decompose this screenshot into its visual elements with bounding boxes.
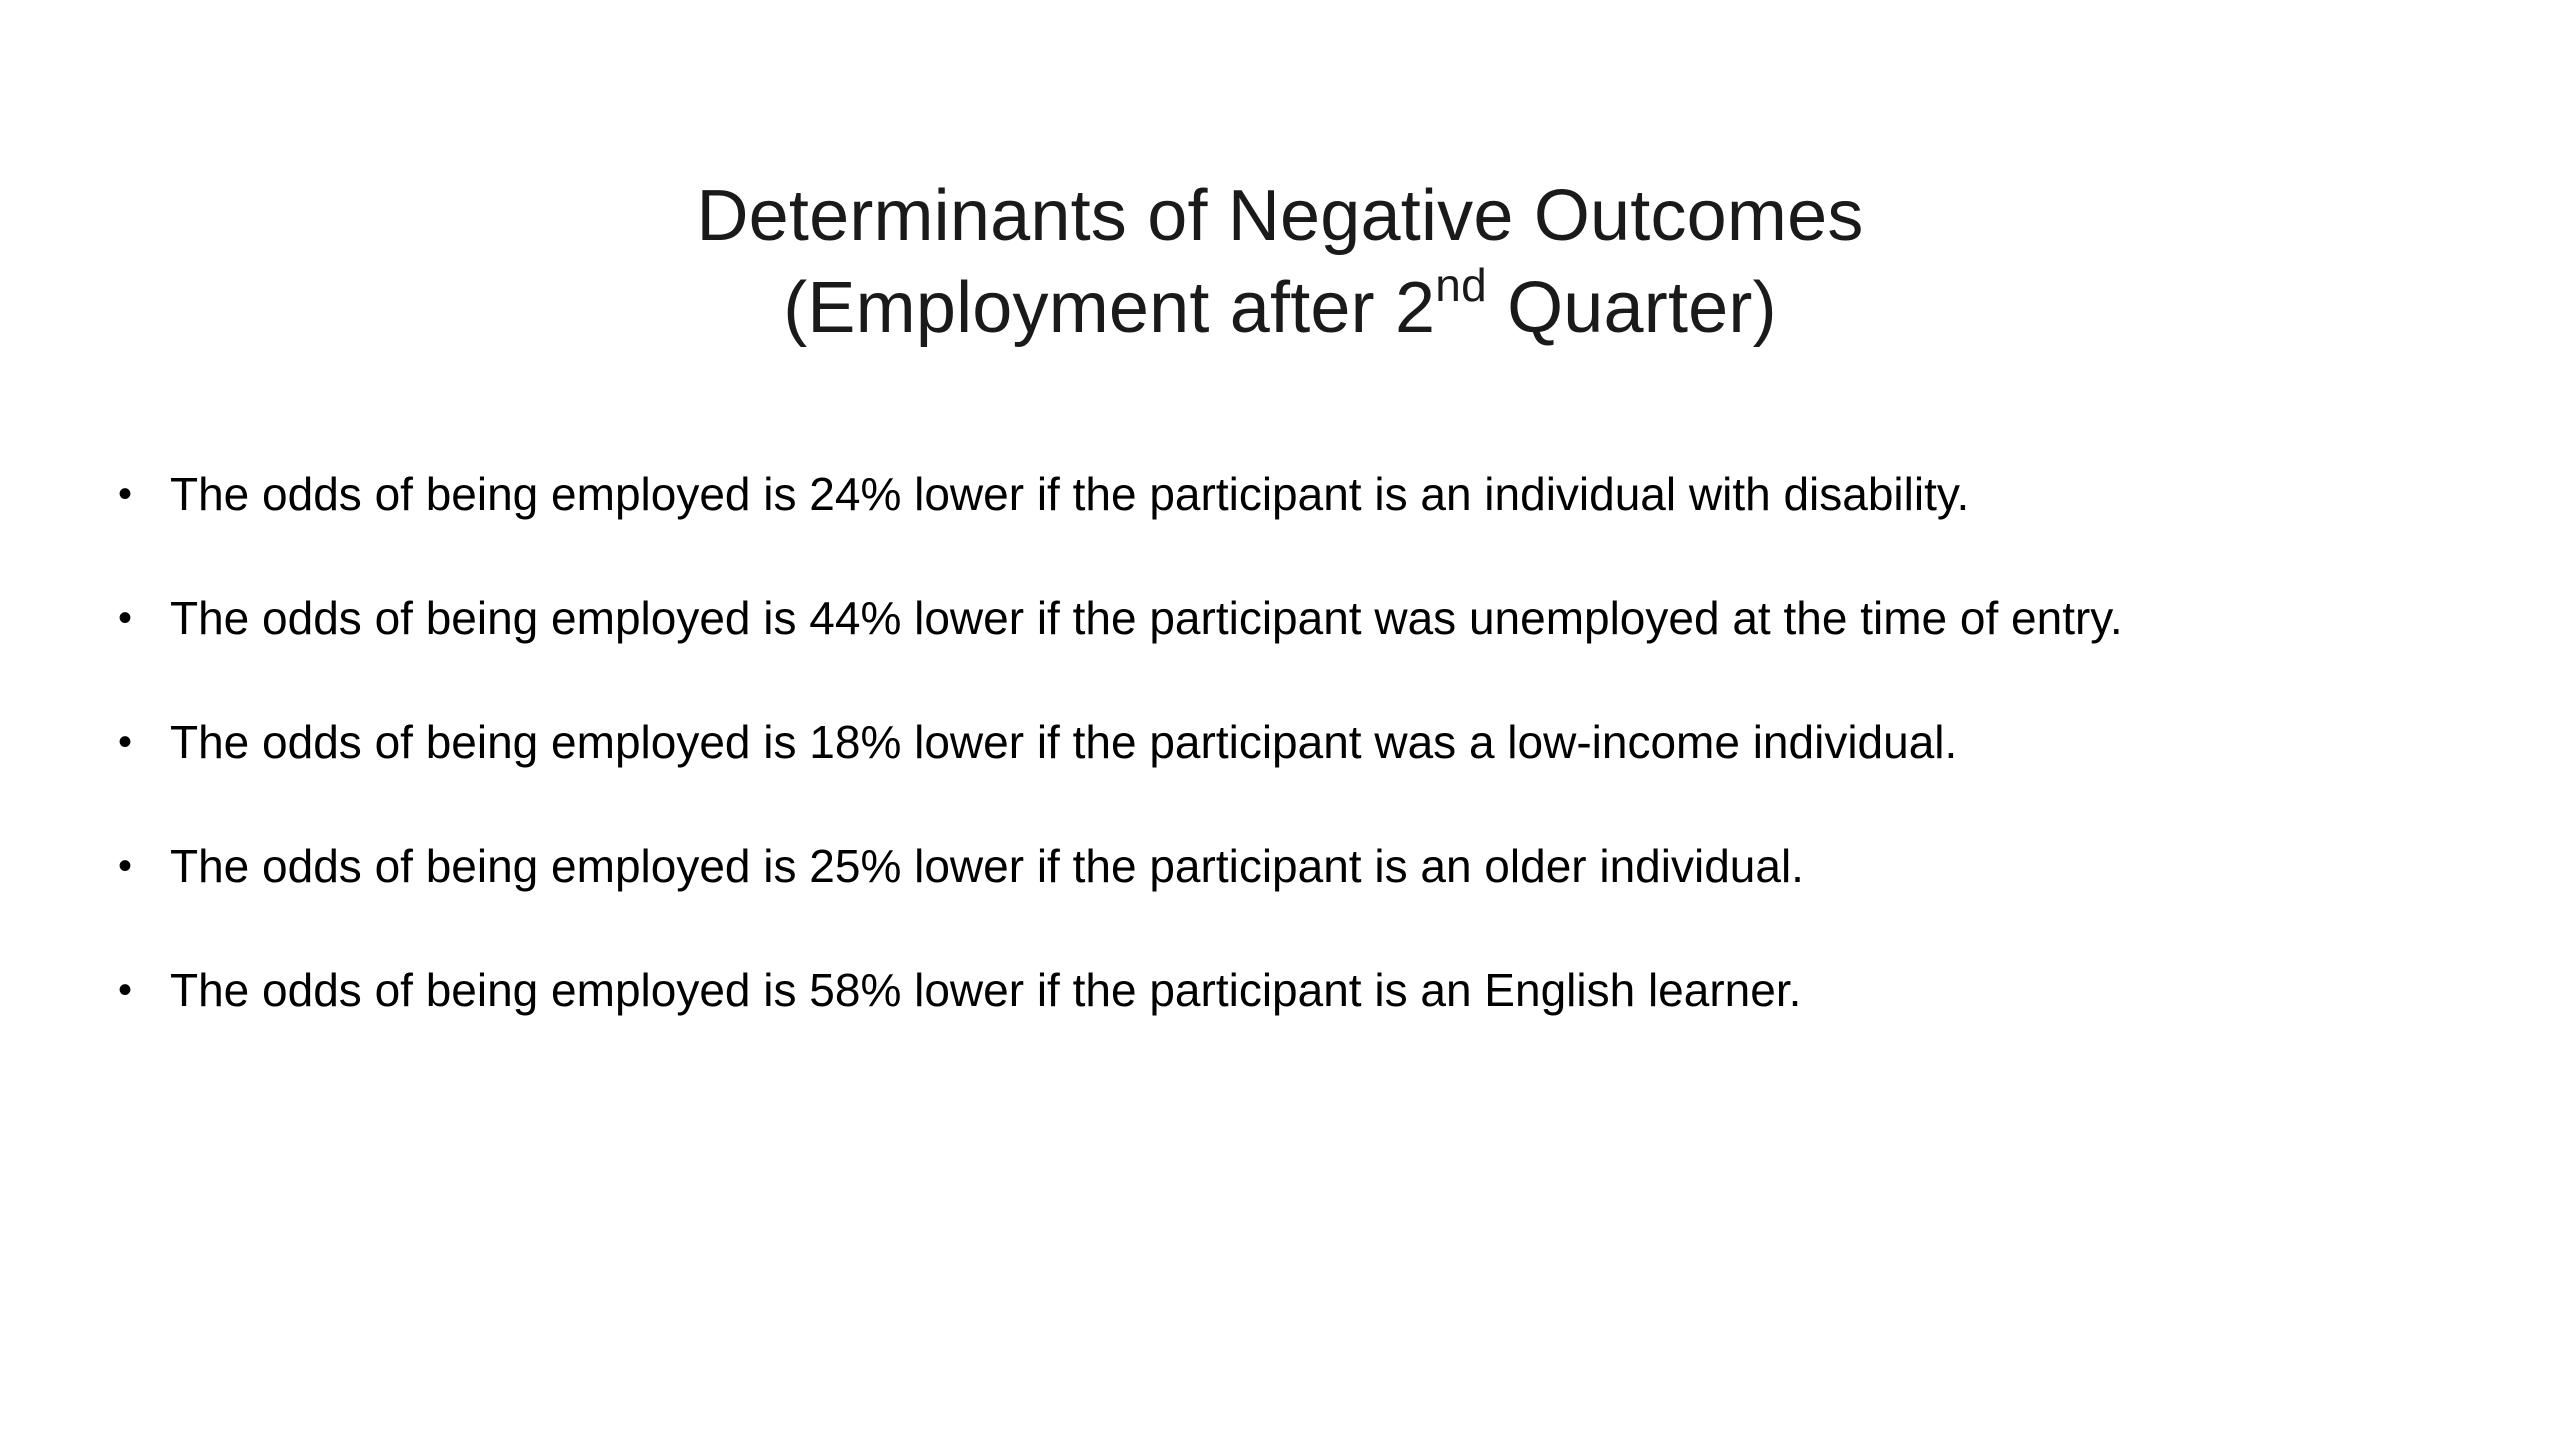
bullet-item [118, 830, 2478, 954]
bullet-dot-icon: • [118, 968, 133, 1012]
title-ordinal-suffix: nd [1435, 259, 1487, 312]
title-line-2 [0, 259, 2560, 354]
bullet-text: The odds of being employed is 58% lower if the participant is an English learner. [170, 964, 1802, 1016]
bullet-dot-icon: • [118, 596, 133, 640]
bullet-text: The odds of being employed is 25% lower if the participant is an older individual. [170, 840, 1804, 892]
bullet-item [118, 954, 2478, 1078]
bullet-dot-icon: • [118, 720, 133, 764]
bullet-dot-icon: • [118, 844, 133, 888]
bullet-text: The odds of being employed is 44% lower if the participant was unemployed at the time of entry. [170, 592, 2123, 644]
title-line-1: Determinants of Negative Outcomes [696, 176, 1864, 257]
bullet-text: The odds of being employed is 18% lower if the participant was a low-income individual. [170, 716, 1958, 768]
bullet-item [118, 582, 2478, 706]
bullet-list [118, 458, 2478, 1078]
slide-title [0, 170, 2560, 354]
bullet-dot-icon: • [118, 472, 133, 516]
title-line-2-suffix: Quarter) [1486, 268, 1777, 349]
bullet-text: The odds of being employed is 24% lower if the participant is an individual with disability. [170, 468, 1970, 520]
bullet-item [118, 458, 2478, 582]
bullet-item [118, 706, 2478, 830]
title-line-2-prefix: (Employment after 2 [783, 268, 1436, 349]
